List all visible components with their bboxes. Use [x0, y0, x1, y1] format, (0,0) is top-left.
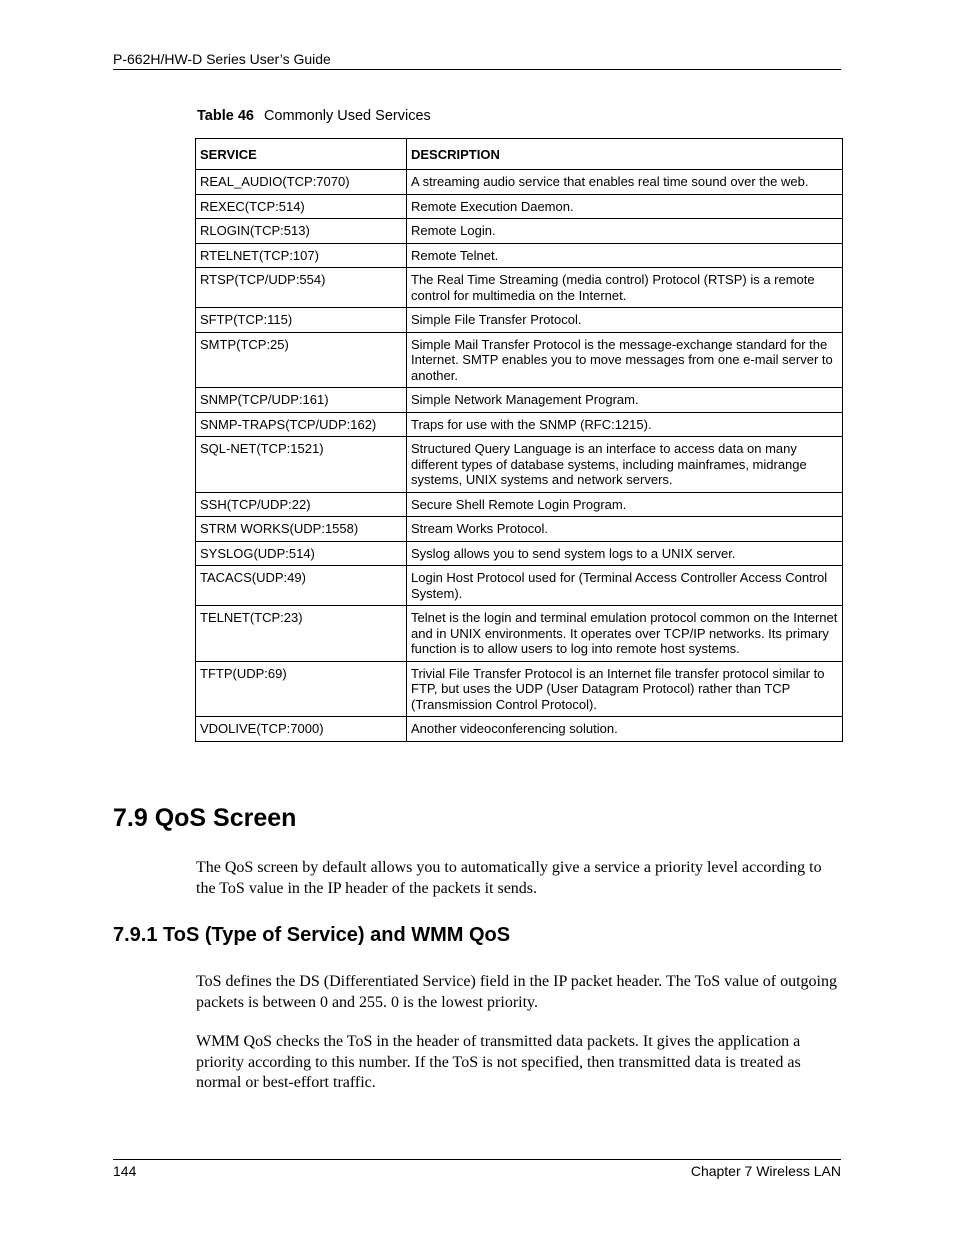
table-row	[196, 243, 843, 268]
description-cell: Trivial File Transfer Protocol is an Internet file transfer protocol similar to FTP, but uses the UDP (User Datagram Protocol) rather than TCP (Transmission Control Protocol).	[407, 661, 843, 717]
table-row	[196, 717, 843, 742]
service-cell: SFTP(TCP:115)	[196, 308, 407, 333]
service-cell: TFTP(UDP:69)	[196, 661, 407, 717]
description-cell: Simple Mail Transfer Protocol is the message-exchange standard for the Internet. SMTP enables you to move messages from one e-mail server to another.	[407, 332, 843, 388]
description-cell: Stream Works Protocol.	[407, 517, 843, 542]
service-cell: VDOLIVE(TCP:7000)	[196, 717, 407, 742]
table-row	[196, 437, 843, 493]
description-cell: A streaming audio service that enables real time sound over the web.	[407, 170, 843, 195]
service-cell: SMTP(TCP:25)	[196, 332, 407, 388]
service-cell: SQL-NET(TCP:1521)	[196, 437, 407, 493]
subsection-paragraph-2: WMM QoS checks the ToS in the header of transmitted data packets. It gives the application a priority according to this number. If the ToS is not specified, then transmitted data is treated as normal or best-effort traffic.	[196, 1033, 801, 1091]
table-caption-label: Table 46	[197, 108, 254, 124]
table-row	[196, 170, 843, 195]
running-header	[113, 51, 841, 70]
column-header-service: SERVICE	[196, 139, 407, 170]
subsection-paragraph-1: ToS defines the DS (Differentiated Service) field in the IP packet header. The ToS value of outgoing packets is between 0 and 255. 0 is the lowest priority.	[196, 973, 837, 1011]
description-cell: Another videoconferencing solution.	[407, 717, 843, 742]
service-cell: REAL_AUDIO(TCP:7070)	[196, 170, 407, 195]
section-heading: 7.9 QoS Screen	[113, 804, 297, 832]
page-number: 144	[113, 1163, 137, 1179]
service-cell: SSH(TCP/UDP:22)	[196, 492, 407, 517]
table-row	[196, 194, 843, 219]
section-paragraph: The QoS screen by default allows you to automatically give a service a priority level according to the ToS value in the IP header of the packets it sends.	[196, 859, 822, 897]
table-row	[196, 661, 843, 717]
service-cell: STRM WORKS(UDP:1558)	[196, 517, 407, 542]
description-cell: Simple File Transfer Protocol.	[407, 308, 843, 333]
table-row	[196, 606, 843, 662]
table-row	[196, 268, 843, 308]
service-cell: REXEC(TCP:514)	[196, 194, 407, 219]
table-row	[196, 541, 843, 566]
table-header-row	[196, 139, 843, 170]
service-cell: TELNET(TCP:23)	[196, 606, 407, 662]
description-cell: Remote Login.	[407, 219, 843, 244]
running-footer	[113, 1159, 841, 1179]
table-row	[196, 517, 843, 542]
service-cell: RTELNET(TCP:107)	[196, 243, 407, 268]
guide-title: P-662H/HW-D Series User’s Guide	[113, 51, 331, 67]
description-cell: Remote Execution Daemon.	[407, 194, 843, 219]
description-cell: Syslog allows you to send system logs to a UNIX server.	[407, 541, 843, 566]
subsection-heading: 7.9.1 ToS (Type of Service) and WMM QoS	[113, 924, 511, 946]
table-row	[196, 412, 843, 437]
description-cell: Remote Telnet.	[407, 243, 843, 268]
chapter-title: Chapter 7 Wireless LAN	[690, 1163, 841, 1179]
table-body	[196, 170, 843, 742]
service-cell: SNMP-TRAPS(TCP/UDP:162)	[196, 412, 407, 437]
description-cell: Secure Shell Remote Login Program.	[407, 492, 843, 517]
services-table	[195, 138, 843, 742]
service-cell: SNMP(TCP/UDP:161)	[196, 388, 407, 413]
description-cell: Telnet is the login and terminal emulation protocol common on the Internet and in UNIX environments. It operates over TCP/IP networks. Its primary function is to allow users to log into remote host systems.	[407, 606, 843, 662]
service-cell: SYSLOG(UDP:514)	[196, 541, 407, 566]
description-cell: Traps for use with the SNMP (RFC:1215).	[407, 412, 843, 437]
table-row	[196, 566, 843, 606]
table-caption	[197, 108, 431, 124]
table-row	[196, 219, 843, 244]
table-row	[196, 332, 843, 388]
description-cell: Simple Network Management Program.	[407, 388, 843, 413]
table-caption-text: Commonly Used Services	[263, 108, 431, 124]
service-cell: RLOGIN(TCP:513)	[196, 219, 407, 244]
table-row	[196, 308, 843, 333]
service-cell: RTSP(TCP/UDP:554)	[196, 268, 407, 308]
service-cell: TACACS(UDP:49)	[196, 566, 407, 606]
description-cell: Structured Query Language is an interface to access data on many different types of database systems, including mainframes, midrange systems, UNIX systems and network servers.	[407, 437, 843, 493]
description-cell: The Real Time Streaming (media control) Protocol (RTSP) is a remote control for multimedia on the Internet.	[407, 268, 843, 308]
description-cell: Login Host Protocol used for (Terminal Access Controller Access Control System).	[407, 566, 843, 606]
column-header-description: DESCRIPTION	[407, 139, 843, 170]
table-row	[196, 492, 843, 517]
table-row	[196, 388, 843, 413]
